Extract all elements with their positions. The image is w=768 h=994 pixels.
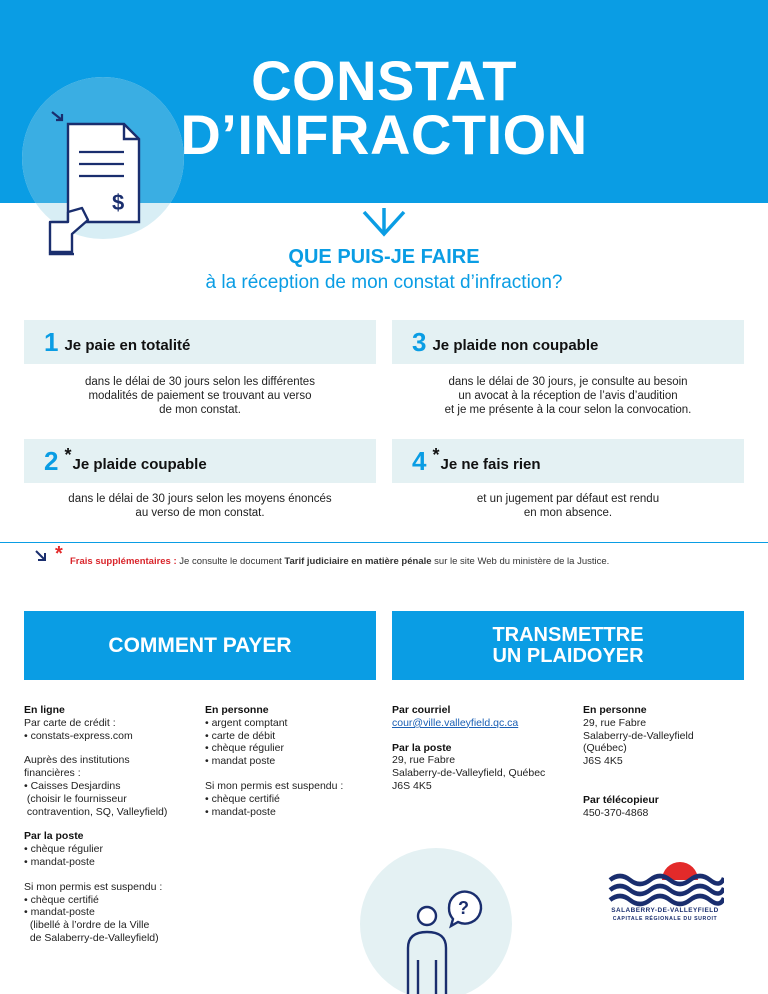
spacer: [205, 768, 375, 780]
option-number: 3: [412, 326, 427, 357]
spacer: [24, 869, 202, 881]
option-asterisk: *: [64, 445, 72, 465]
online-title: En ligne: [24, 704, 65, 716]
option-number: 2: [44, 445, 59, 476]
info-line: • chèque certifié: [205, 792, 280, 805]
city-logo: [606, 858, 724, 908]
plea-column-email-post: [392, 704, 572, 793]
note-document-title: Tarif judiciaire en matière pénale: [284, 556, 432, 567]
info-line: de Salaberry-de-Valleyfield): [24, 931, 159, 944]
info-line: 29, rue Fabre: [583, 716, 647, 729]
additional-fees-note: [70, 556, 609, 567]
online-payment-link[interactable]: • constats-express.com: [24, 729, 133, 742]
option-4-description: [392, 492, 744, 520]
option-1-bar: [24, 320, 376, 364]
option-number: 1: [44, 326, 59, 357]
chevron-down-icon: [360, 208, 408, 240]
info-line: • mandat-poste: [24, 855, 95, 868]
option-line: modalités de paiement se trouvant au verso: [88, 390, 312, 402]
info-line: • mandat-poste: [24, 906, 95, 919]
option-2-description: [24, 492, 376, 520]
question-heading: QUE PUIS-JE FAIRE: [288, 246, 480, 268]
fax-title: Par télécopieur: [583, 793, 659, 806]
how-to-pay-heading: COMMENT PAYER: [24, 611, 376, 680]
person-question-icon: [396, 886, 488, 994]
option-4-bar: [392, 439, 744, 483]
info-line: Salaberry-de-Valleyfield: [583, 729, 694, 742]
logo-tagline: CAPITALE RÉGIONALE DU SUROIT: [612, 916, 718, 922]
info-line: Auprès des institutions: [24, 754, 130, 767]
info-line: J6S 4K5: [583, 755, 623, 768]
info-line: financières :: [24, 767, 81, 780]
info-line: J6S 4K5: [392, 779, 432, 792]
logo-city-name: SALABERRY-DE-VALLEYFIELD: [611, 907, 719, 914]
option-number: 4: [412, 445, 427, 476]
in-person-title: En personne: [583, 704, 647, 716]
option-line: au verso de mon constat.: [135, 507, 265, 519]
section-divider: [0, 542, 768, 543]
spacer: [392, 730, 572, 742]
option-label: Je plaide coupable: [72, 455, 207, 473]
submit-plea-heading: [392, 611, 744, 680]
option-line: dans le délai de 30 jours, je consulte au besoin: [448, 376, 688, 388]
note-label: Frais supplémentaires :: [70, 556, 177, 567]
info-line: Salaberry-de-Valleyfield, Québec: [392, 767, 546, 780]
option-1-description: [24, 375, 376, 417]
mail-title: Par la poste: [24, 830, 84, 843]
document-dollar-icon: [44, 102, 144, 258]
info-line: • argent comptant: [205, 716, 288, 729]
option-line: dans le délai de 30 jours selon les différentes: [85, 376, 315, 388]
option-3-description: [392, 375, 744, 417]
svg-text:$: $: [112, 190, 125, 215]
info-line: • chèque régulier: [24, 843, 103, 856]
info-line: (choisir le fournisseur: [24, 792, 127, 805]
option-label: Je ne fais rien: [440, 455, 541, 473]
info-line: • chèque certifié: [24, 893, 99, 906]
option-line: et je me présente à la cour selon la convocation.: [444, 404, 692, 416]
option-line: de mon constat.: [159, 404, 241, 416]
option-line: dans le délai de 30 jours selon les moyens énoncés: [68, 493, 332, 505]
option-label: Je plaide non coupable: [432, 336, 599, 354]
note-text: sur le site Web du ministère de la Justice.: [431, 556, 610, 567]
info-line: • mandat-poste: [205, 805, 276, 818]
post-title: Par la poste: [392, 741, 452, 754]
title-line-2: D’INFRACTION: [180, 103, 588, 166]
info-line: Si mon permis est suspendu :: [24, 880, 163, 893]
option-line: un avocat à la réception de l’avis d’audition: [458, 390, 678, 402]
info-line: • carte de débit: [205, 729, 276, 742]
option-asterisk: *: [432, 445, 440, 465]
spacer: [583, 768, 743, 794]
title-line-1: CONSTAT: [251, 49, 517, 112]
email-title: Par courriel: [392, 704, 451, 716]
note-asterisk: *: [55, 543, 63, 565]
info-line: • Caisses Desjardins: [24, 779, 121, 792]
option-line: en mon absence.: [523, 507, 613, 519]
page-title: [160, 49, 608, 166]
option-2-bar: [24, 439, 376, 483]
option-3-bar: [392, 320, 744, 364]
spacer: [24, 818, 202, 830]
info-line: 29, rue Fabre: [392, 754, 456, 767]
info-line: • mandat poste: [205, 755, 276, 768]
option-label: Je paie en totalité: [64, 336, 191, 354]
question-subheading: à la réception de mon constat d’infraction?: [205, 272, 563, 293]
info-line: • chèque régulier: [205, 742, 284, 755]
option-line: et un jugement par défaut est rendu: [476, 493, 660, 505]
in-person-title: En personne: [205, 704, 269, 716]
info-line: Si mon permis est suspendu :: [205, 779, 344, 792]
info-line: (libellé à l’ordre de la Ville: [24, 919, 150, 932]
pay-column-online-mail: [24, 704, 202, 945]
plea-heading-line: TRANSMETTRE: [492, 623, 644, 646]
svg-text:?: ?: [458, 898, 469, 918]
pay-column-in-person: [205, 704, 375, 818]
plea-heading-line: UN PLAIDOYER: [492, 644, 644, 667]
arrow-down-right-icon: [34, 549, 48, 563]
info-line: (Québec): [583, 742, 627, 755]
fax-number: 450-370-4868: [583, 806, 649, 819]
spacer: [24, 742, 202, 754]
email-link[interactable]: cour@ville.valleyfield.qc.ca: [392, 716, 519, 729]
note-text: Je consulte le document: [176, 556, 285, 567]
info-line: contravention, SQ, Valleyfield): [24, 805, 168, 818]
info-line: Par carte de crédit :: [24, 716, 116, 729]
plea-column-in-person-fax: [583, 704, 743, 820]
